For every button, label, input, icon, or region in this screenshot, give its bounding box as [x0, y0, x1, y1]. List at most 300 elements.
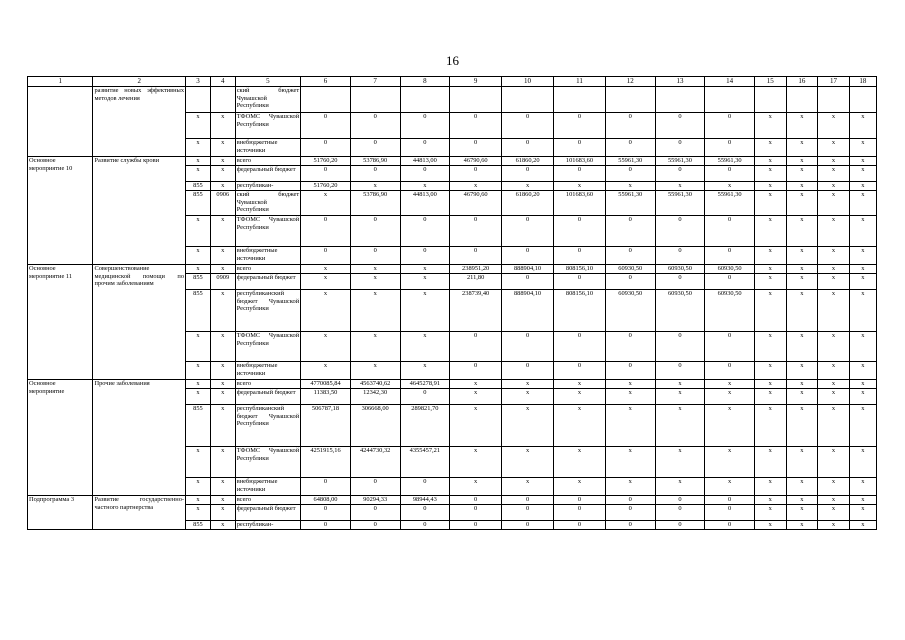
- value-cell: x: [818, 447, 850, 478]
- table-row: [28, 380, 877, 389]
- section-code-cell: x: [210, 290, 235, 332]
- value-cell: 0: [554, 166, 606, 182]
- value-cell: x: [350, 274, 400, 290]
- value-cell: x: [705, 380, 755, 389]
- value-cell: x: [849, 139, 876, 157]
- value-cell: 55961,30: [705, 157, 755, 166]
- grbs-code-cell: x: [186, 247, 211, 265]
- grbs-code-cell: [186, 87, 211, 113]
- value-cell: 0: [450, 139, 502, 157]
- value-cell: x: [849, 274, 876, 290]
- section-code-cell: x: [210, 521, 235, 530]
- value-cell: 0: [400, 521, 450, 530]
- value-cell: x: [818, 157, 850, 166]
- column-header: 9: [450, 77, 502, 87]
- value-cell: x: [502, 182, 554, 191]
- column-header: 2: [93, 77, 186, 87]
- value-cell: 11383,50: [301, 389, 351, 405]
- value-cell: 0: [502, 216, 554, 247]
- value-cell: x: [605, 405, 655, 447]
- value-cell: x: [705, 447, 755, 478]
- value-cell: 0: [450, 216, 502, 247]
- value-cell: x: [818, 191, 850, 216]
- funding-source-cell: ский бюджет Чувашской Республики: [235, 87, 300, 113]
- value-cell: 0: [350, 247, 400, 265]
- value-cell: x: [554, 380, 606, 389]
- column-header: 5: [235, 77, 300, 87]
- section-code-cell: 0906: [210, 191, 235, 216]
- value-cell: x: [554, 478, 606, 496]
- value-cell: 53786,90: [350, 157, 400, 166]
- value-cell: x: [818, 380, 850, 389]
- value-cell: 0: [605, 113, 655, 139]
- measure-description: Развитие государственно-частного партнерства: [93, 496, 186, 530]
- value-cell: x: [655, 389, 705, 405]
- value-cell: 0: [705, 496, 755, 505]
- value-cell: 0: [655, 521, 705, 530]
- value-cell: x: [705, 405, 755, 447]
- funding-source-cell: федеральный бюджет: [235, 166, 300, 182]
- funding-source-cell: всего: [235, 265, 300, 274]
- value-cell: 101683,60: [554, 191, 606, 216]
- value-cell: 0: [400, 216, 450, 247]
- value-cell: 0: [554, 113, 606, 139]
- value-cell: x: [786, 182, 818, 191]
- value-cell: x: [786, 496, 818, 505]
- value-cell: 0: [554, 505, 606, 521]
- value-cell: 0: [502, 139, 554, 157]
- value-cell: 0: [554, 139, 606, 157]
- value-cell: 55961,30: [605, 157, 655, 166]
- value-cell: 0: [350, 139, 400, 157]
- measure-name: Основное мероприятие 11: [28, 265, 93, 380]
- value-cell: x: [849, 405, 876, 447]
- value-cell: 0: [400, 478, 450, 496]
- value-cell: x: [400, 274, 450, 290]
- value-cell: x: [400, 182, 450, 191]
- header-row: [28, 77, 877, 87]
- value-cell: 0: [301, 166, 351, 182]
- column-header: 14: [705, 77, 755, 87]
- value-cell: 4770085,84: [301, 380, 351, 389]
- value-cell: x: [849, 380, 876, 389]
- value-cell: 0: [554, 274, 606, 290]
- value-cell: 55961,30: [655, 191, 705, 216]
- funding-source-cell: федеральный бюджет: [235, 389, 300, 405]
- value-cell: [705, 87, 755, 113]
- value-cell: x: [605, 447, 655, 478]
- value-cell: 46790,60: [450, 191, 502, 216]
- value-cell: x: [502, 447, 554, 478]
- value-cell: x: [450, 405, 502, 447]
- funding-source-cell: внебюджетные источники: [235, 362, 300, 380]
- measure-name: Подпрограмма 3: [28, 496, 93, 530]
- value-cell: x: [849, 362, 876, 380]
- section-code-cell: x: [210, 182, 235, 191]
- value-cell: x: [350, 332, 400, 362]
- grbs-code-cell: x: [186, 157, 211, 166]
- value-cell: 90294,33: [350, 496, 400, 505]
- value-cell: 0: [450, 496, 502, 505]
- value-cell: x: [786, 157, 818, 166]
- value-cell: 0: [502, 332, 554, 362]
- funding-source-cell: ТФОМС Чувашской Республики: [235, 216, 300, 247]
- value-cell: 211,80: [450, 274, 502, 290]
- value-cell: x: [849, 191, 876, 216]
- value-cell: x: [502, 405, 554, 447]
- value-cell: [350, 87, 400, 113]
- grbs-code-cell: 855: [186, 182, 211, 191]
- value-cell: 0: [450, 362, 502, 380]
- value-cell: 44813,00: [400, 157, 450, 166]
- value-cell: x: [554, 389, 606, 405]
- value-cell: 0: [605, 247, 655, 265]
- value-cell: 0: [705, 332, 755, 362]
- column-header: 3: [186, 77, 211, 87]
- funding-source-cell: республикан-: [235, 182, 300, 191]
- value-cell: x: [554, 447, 606, 478]
- value-cell: 4645278,91: [400, 380, 450, 389]
- value-cell: 0: [450, 521, 502, 530]
- value-cell: 888904,10: [502, 290, 554, 332]
- value-cell: 0: [400, 166, 450, 182]
- value-cell: 0: [554, 521, 606, 530]
- value-cell: [849, 87, 876, 113]
- value-cell: [450, 87, 502, 113]
- grbs-code-cell: x: [186, 113, 211, 139]
- column-header: 12: [605, 77, 655, 87]
- value-cell: x: [502, 478, 554, 496]
- grbs-code-cell: x: [186, 478, 211, 496]
- value-cell: x: [849, 478, 876, 496]
- value-cell: x: [705, 478, 755, 496]
- section-code-cell: x: [210, 332, 235, 362]
- value-cell: x: [450, 447, 502, 478]
- value-cell: 0: [554, 496, 606, 505]
- grbs-code-cell: 855: [186, 405, 211, 447]
- section-code-cell: [210, 87, 235, 113]
- value-cell: 101683,60: [554, 157, 606, 166]
- value-cell: 0: [554, 247, 606, 265]
- measure-description: Развитие службы крови: [93, 157, 186, 265]
- value-cell: 0: [301, 505, 351, 521]
- value-cell: x: [786, 405, 818, 447]
- value-cell: x: [849, 166, 876, 182]
- value-cell: 4251915,16: [301, 447, 351, 478]
- value-cell: 0: [655, 113, 705, 139]
- value-cell: x: [301, 290, 351, 332]
- value-cell: 289821,70: [400, 405, 450, 447]
- value-cell: 0: [605, 216, 655, 247]
- value-cell: 0: [400, 139, 450, 157]
- funding-source-cell: всего: [235, 157, 300, 166]
- section-code-cell: x: [210, 405, 235, 447]
- funding-source-cell: внебюджетные источники: [235, 139, 300, 157]
- column-header: 15: [754, 77, 786, 87]
- value-cell: x: [786, 191, 818, 216]
- value-cell: 238951,20: [450, 265, 502, 274]
- measure-name: Основное мероприятие: [28, 380, 93, 496]
- table-row: [28, 87, 877, 113]
- value-cell: [554, 87, 606, 113]
- funding-source-cell: республикан-: [235, 521, 300, 530]
- section-code-cell: x: [210, 247, 235, 265]
- value-cell: x: [818, 113, 850, 139]
- grbs-code-cell: x: [186, 496, 211, 505]
- value-cell: x: [818, 216, 850, 247]
- value-cell: 55961,30: [605, 191, 655, 216]
- value-cell: x: [786, 505, 818, 521]
- value-cell: x: [818, 274, 850, 290]
- value-cell: x: [350, 182, 400, 191]
- value-cell: 60930,50: [705, 290, 755, 332]
- value-cell: x: [754, 290, 786, 332]
- value-cell: x: [849, 182, 876, 191]
- value-cell: x: [450, 182, 502, 191]
- value-cell: x: [301, 265, 351, 274]
- value-cell: x: [605, 182, 655, 191]
- value-cell: x: [786, 332, 818, 362]
- grbs-code-cell: 855: [186, 191, 211, 216]
- value-cell: x: [450, 478, 502, 496]
- section-code-cell: x: [210, 139, 235, 157]
- value-cell: [301, 87, 351, 113]
- value-cell: 0: [450, 332, 502, 362]
- value-cell: x: [818, 332, 850, 362]
- funding-source-cell: республиканский бюджет Чувашской Республики: [235, 290, 300, 332]
- value-cell: 0: [605, 521, 655, 530]
- value-cell: x: [705, 182, 755, 191]
- funding-source-cell: внебюджетные источники: [235, 247, 300, 265]
- value-cell: x: [301, 274, 351, 290]
- value-cell: x: [655, 380, 705, 389]
- column-header: 17: [818, 77, 850, 87]
- value-cell: 0: [655, 505, 705, 521]
- value-cell: x: [450, 389, 502, 405]
- value-cell: 0: [705, 216, 755, 247]
- value-cell: x: [849, 113, 876, 139]
- value-cell: x: [754, 496, 786, 505]
- section-code-cell: 0909: [210, 274, 235, 290]
- value-cell: 0: [705, 521, 755, 530]
- value-cell: x: [754, 265, 786, 274]
- column-header: 8: [400, 77, 450, 87]
- value-cell: 888904,10: [502, 265, 554, 274]
- value-cell: 0: [301, 247, 351, 265]
- value-cell: x: [655, 405, 705, 447]
- value-cell: x: [301, 362, 351, 380]
- value-cell: x: [605, 389, 655, 405]
- measure-description: Прочие заболевания: [93, 380, 186, 496]
- section-code-cell: x: [210, 166, 235, 182]
- value-cell: 0: [502, 166, 554, 182]
- value-cell: x: [786, 380, 818, 389]
- value-cell: 0: [554, 332, 606, 362]
- value-cell: x: [502, 389, 554, 405]
- value-cell: 0: [705, 166, 755, 182]
- value-cell: 0: [400, 113, 450, 139]
- value-cell: x: [554, 182, 606, 191]
- value-cell: x: [605, 478, 655, 496]
- value-cell: x: [818, 166, 850, 182]
- value-cell: 0: [350, 216, 400, 247]
- value-cell: 60930,50: [705, 265, 755, 274]
- value-cell: 51760,20: [301, 182, 351, 191]
- value-cell: 0: [705, 247, 755, 265]
- value-cell: x: [754, 274, 786, 290]
- value-cell: 0: [605, 362, 655, 380]
- value-cell: x: [849, 496, 876, 505]
- value-cell: x: [301, 191, 351, 216]
- grbs-code-cell: x: [186, 362, 211, 380]
- value-cell: 0: [655, 496, 705, 505]
- value-cell: x: [754, 362, 786, 380]
- column-header: 10: [502, 77, 554, 87]
- value-cell: x: [754, 191, 786, 216]
- value-cell: x: [786, 166, 818, 182]
- grbs-code-cell: x: [186, 139, 211, 157]
- value-cell: x: [450, 380, 502, 389]
- value-cell: x: [849, 389, 876, 405]
- value-cell: x: [786, 389, 818, 405]
- value-cell: x: [754, 505, 786, 521]
- value-cell: 0: [605, 139, 655, 157]
- value-cell: x: [754, 139, 786, 157]
- column-header: 4: [210, 77, 235, 87]
- value-cell: [818, 87, 850, 113]
- value-cell: x: [818, 290, 850, 332]
- value-cell: [502, 87, 554, 113]
- value-cell: x: [754, 447, 786, 478]
- value-cell: 0: [705, 139, 755, 157]
- value-cell: 61860,20: [502, 191, 554, 216]
- value-cell: 0: [605, 496, 655, 505]
- grbs-code-cell: x: [186, 265, 211, 274]
- value-cell: x: [818, 521, 850, 530]
- grbs-code-cell: x: [186, 166, 211, 182]
- value-cell: 0: [502, 113, 554, 139]
- value-cell: 55961,30: [655, 157, 705, 166]
- value-cell: 0: [605, 166, 655, 182]
- value-cell: [605, 87, 655, 113]
- value-cell: 0: [450, 505, 502, 521]
- section-code-cell: x: [210, 362, 235, 380]
- value-cell: x: [849, 521, 876, 530]
- value-cell: x: [818, 265, 850, 274]
- value-cell: 0: [655, 332, 705, 362]
- value-cell: x: [350, 362, 400, 380]
- value-cell: x: [849, 505, 876, 521]
- column-header: 7: [350, 77, 400, 87]
- value-cell: 60930,50: [605, 290, 655, 332]
- value-cell: x: [818, 405, 850, 447]
- value-cell: 4244730,32: [350, 447, 400, 478]
- grbs-code-cell: x: [186, 447, 211, 478]
- value-cell: x: [786, 521, 818, 530]
- measure-name: [28, 87, 93, 157]
- value-cell: 0: [450, 166, 502, 182]
- value-cell: 0: [400, 505, 450, 521]
- value-cell: 808156,10: [554, 290, 606, 332]
- value-cell: 4563740,62: [350, 380, 400, 389]
- value-cell: 51760,20: [301, 157, 351, 166]
- value-cell: 0: [450, 113, 502, 139]
- value-cell: x: [400, 265, 450, 274]
- section-code-cell: x: [210, 216, 235, 247]
- column-header: 13: [655, 77, 705, 87]
- value-cell: 0: [502, 362, 554, 380]
- value-cell: 0: [301, 478, 351, 496]
- value-cell: x: [818, 139, 850, 157]
- value-cell: x: [849, 332, 876, 362]
- value-cell: 0: [301, 521, 351, 530]
- page-number: 16: [446, 53, 459, 68]
- value-cell: x: [849, 247, 876, 265]
- value-cell: x: [786, 247, 818, 265]
- value-cell: [754, 87, 786, 113]
- value-cell: 0: [350, 521, 400, 530]
- section-code-cell: x: [210, 380, 235, 389]
- value-cell: 0: [655, 139, 705, 157]
- value-cell: x: [554, 405, 606, 447]
- value-cell: 60930,50: [605, 265, 655, 274]
- section-code-cell: x: [210, 113, 235, 139]
- value-cell: 0: [655, 166, 705, 182]
- value-cell: 0: [605, 274, 655, 290]
- table-row: [28, 265, 877, 274]
- section-code-cell: x: [210, 478, 235, 496]
- value-cell: x: [818, 478, 850, 496]
- value-cell: x: [754, 380, 786, 389]
- value-cell: 0: [350, 166, 400, 182]
- value-cell: x: [786, 290, 818, 332]
- value-cell: x: [350, 265, 400, 274]
- funding-source-cell: республиканский бюджет Чувашской Республики: [235, 405, 300, 447]
- value-cell: 0: [605, 332, 655, 362]
- funding-source-cell: ский бюджет Чувашской Республики: [235, 191, 300, 216]
- value-cell: 0: [705, 274, 755, 290]
- value-cell: 0: [655, 216, 705, 247]
- section-code-cell: x: [210, 447, 235, 478]
- section-code-cell: x: [210, 496, 235, 505]
- table-row: [28, 157, 877, 166]
- grbs-code-cell: x: [186, 216, 211, 247]
- value-cell: 0: [705, 362, 755, 380]
- value-cell: 0: [450, 247, 502, 265]
- value-cell: 0: [350, 478, 400, 496]
- measure-name: Основное мероприятие 10: [28, 157, 93, 265]
- value-cell: x: [502, 380, 554, 389]
- value-cell: 306668,00: [350, 405, 400, 447]
- section-code-cell: x: [210, 505, 235, 521]
- grbs-code-cell: 855: [186, 290, 211, 332]
- value-cell: x: [754, 166, 786, 182]
- value-cell: x: [818, 505, 850, 521]
- value-cell: 0: [655, 362, 705, 380]
- value-cell: 0: [554, 362, 606, 380]
- value-cell: 0: [502, 496, 554, 505]
- value-cell: 46790,60: [450, 157, 502, 166]
- table-body: [28, 87, 877, 530]
- column-header: 6: [301, 77, 351, 87]
- value-cell: 0: [502, 521, 554, 530]
- value-cell: x: [350, 290, 400, 332]
- value-cell: x: [754, 521, 786, 530]
- value-cell: x: [849, 216, 876, 247]
- value-cell: x: [818, 362, 850, 380]
- budget-table: [27, 76, 877, 530]
- funding-source-cell: всего: [235, 496, 300, 505]
